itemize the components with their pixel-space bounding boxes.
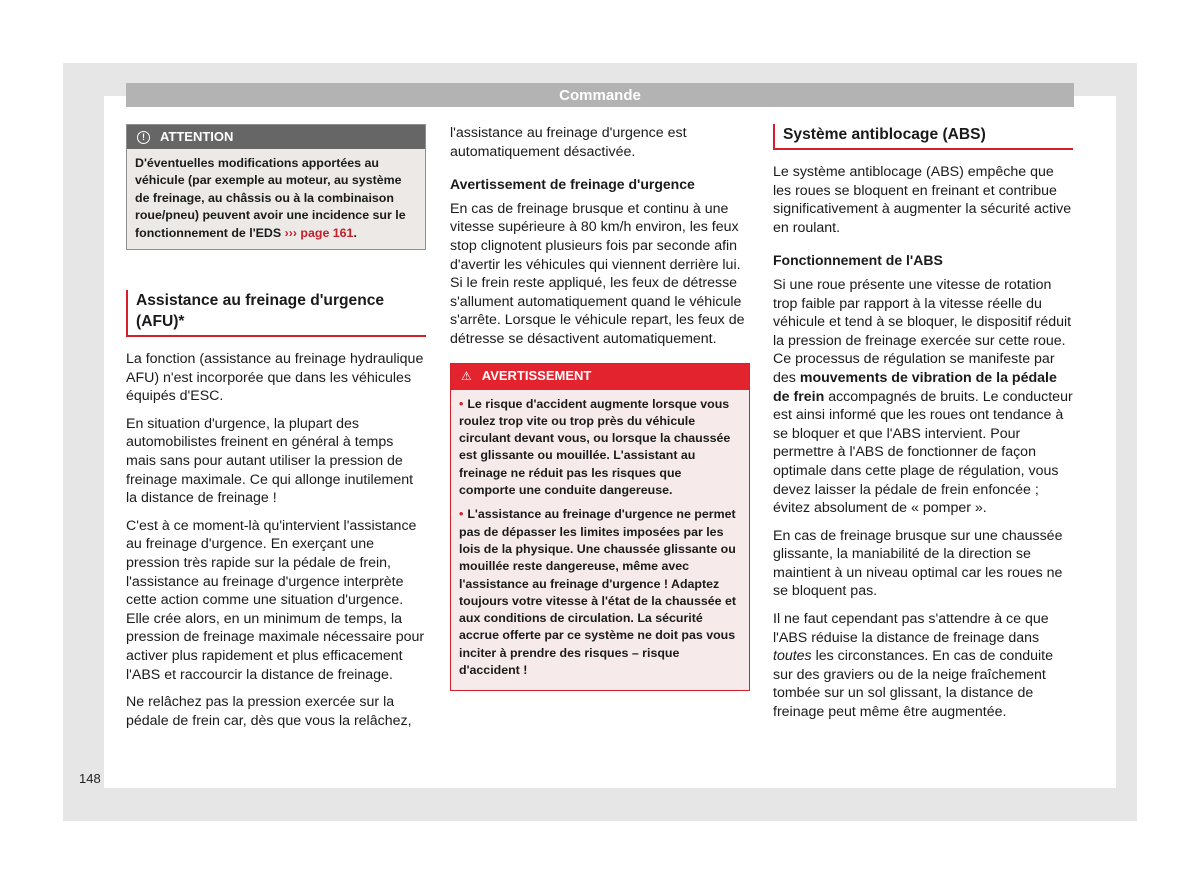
exclamation-circle-icon: ! <box>137 131 150 144</box>
warning-label: AVERTISSEMENT <box>481 368 592 384</box>
afu-heading: Assistance au freinage d'urgence (AFU)* <box>126 290 426 337</box>
abs-paragraph-2: En cas de freinage brusque sur une chaussée glissante, la maniabilité de la direction se maintient à un niveau optimal car les roues ne se bloquent pas. <box>773 527 1063 600</box>
abs-paragraph-3-b: les circonstances. En cas de conduite sur des graviers ou de la neige fraîchement tombée sur un sol glissant, la distance de freinage peut même être augmentée. <box>773 648 1053 721</box>
warning-item <box>459 396 741 500</box>
abs-function-text-bold: mouvements de vibration de la pédale de frein <box>773 369 1057 405</box>
attention-page-link[interactable]: ››› page 161 <box>284 225 354 240</box>
afu-paragraph-5: l'assistance au freinage d'urgence est automatiquement désactivée. <box>450 125 687 160</box>
warning-body <box>451 390 749 691</box>
attention-box <box>126 124 426 250</box>
warning-triangle-icon: ⚠ <box>461 369 472 384</box>
bullet-icon: • <box>459 507 464 522</box>
warning-item <box>459 506 741 679</box>
emergency-heading: Avertissement de freinage d'urgence <box>450 176 695 193</box>
abs-paragraph-3-a: Il ne faut cependant pas s'attendre à ce que l'ABS réduise la distance de freinage dans <box>773 611 1049 646</box>
column-left <box>126 124 426 739</box>
afu-paragraph-1: La fonction (assistance au freinage hydraulique AFU) n'est incorporée que dans les véhicules équipés d'ESC. <box>126 351 424 405</box>
warning-header <box>451 364 749 390</box>
attention-label: ATTENTION <box>160 128 234 144</box>
attention-text: D'éventuelles modifications apportées au véhicule (par exemple au moteur, au système de freinage, au châssis ou à la combinaison roue/pneu) peuvent avoir une incidence sur le fonctionnement de l'EDS <box>135 156 406 240</box>
abs-function-heading: Fonctionnement de l'ABS <box>773 252 943 269</box>
warning-item-text: L'assistance au freinage d'urgence ne permet pas de dépasser les limites imposées par les lois de la physique. Une chaussée glissante ou mouillée reste dangereuse, même avec l'assistance au freinage d'urgence ! Adaptez toujours votre vitesse à l'état de la chaussée et aux conditions de circulation. La sécurité accrue offerte par ce système ne doit pas vous inciter à prendre des risques – risque d'accident ! <box>459 507 737 677</box>
afu-paragraph-3: C'est à ce moment-là qu'intervient l'assistance au freinage d'urgence. En exerçant une pression très rapide sur la pédale de frein, l'assistance au freinage d'urgence interprète cette action comme une situation d'urgence. Elle crée alors, en un minimum de temps, la pression de freinage maximale nécessaire pour activer plus rapidement et plus efficacement l'ABS et raccourcir la distance de freinage. <box>126 517 425 683</box>
attention-body <box>127 149 425 249</box>
bullet-icon: • <box>459 396 464 411</box>
warning-box <box>450 363 750 692</box>
warning-item-text: Le risque d'accident augmente lorsque vous roulez trop vite ou trop près du véhicule circulant devant vous, ou lorsque la chaussée est glissante ou mouillée. L'assistant au freinage ne réduit pas les risques que comporte une conduite dangereuse. <box>459 396 731 498</box>
abs-function-text-a: Si une roue présente une vitesse de rotation trop faible par rapport à la vitesse réelle du véhicule et tend à se bloquer, le dispositif réduit la pression de freinage exercée sur cette roue. Ce processus de régulation se manifeste par des <box>773 276 1072 386</box>
section-header <box>126 83 1074 107</box>
attention-header <box>127 125 425 149</box>
column-middle <box>450 124 750 691</box>
abs-function-text <box>773 276 1073 518</box>
column-right <box>773 124 1073 731</box>
abs-function-text-b: accompagnés de bruits. Le conducteur est ainsi informé que les roues ont tendance à se bloquer et que l'ABS intervient. Pour permettre à l'ABS de fonctionner de façon optimale dans cette plage de régulation, vous devez laisser la pédale de frein enfoncée ; évitez absolument de « pomper ». <box>773 388 1073 517</box>
abs-intro: Le système antiblocage (ABS) empêche que les roues se bloquent en freinant et contribue significativement à augmenter la sécurité active en roulant. <box>773 164 1072 236</box>
emergency-text: En cas de freinage brusque et continu à une vitesse supérieure à 80 km/h environ, les feux stop clignotent plusieurs fois par seconde afin d'avertir les véhicules qui viennent derrière lui. Si le frein reste appliqué, les feux de détresse s'allument automatiquement quand le véhicule s'arrête. Lorsque le véhicule repart, les feux de détresse se désactivent automatiquement. <box>450 200 745 347</box>
abs-heading: Système antiblocage (ABS) <box>773 124 1073 150</box>
attention-period: . <box>353 225 357 240</box>
abs-paragraph-3 <box>773 610 1073 722</box>
afu-paragraph-4: Ne relâchez pas la pression exercée sur la pédale de frein car, dès que vous la relâchez, <box>126 694 412 729</box>
section-header-title: Commande <box>559 86 641 104</box>
afu-paragraph-2: En situation d'urgence, la plupart des automobilistes freinent en général à temps mais sans pour autant utiliser la pression de freinage maximale. Ce qui allonge inutilement la distance de freinage ! <box>126 415 414 507</box>
page-number: 148 <box>79 771 101 786</box>
abs-paragraph-3-italic: toutes <box>773 648 812 665</box>
